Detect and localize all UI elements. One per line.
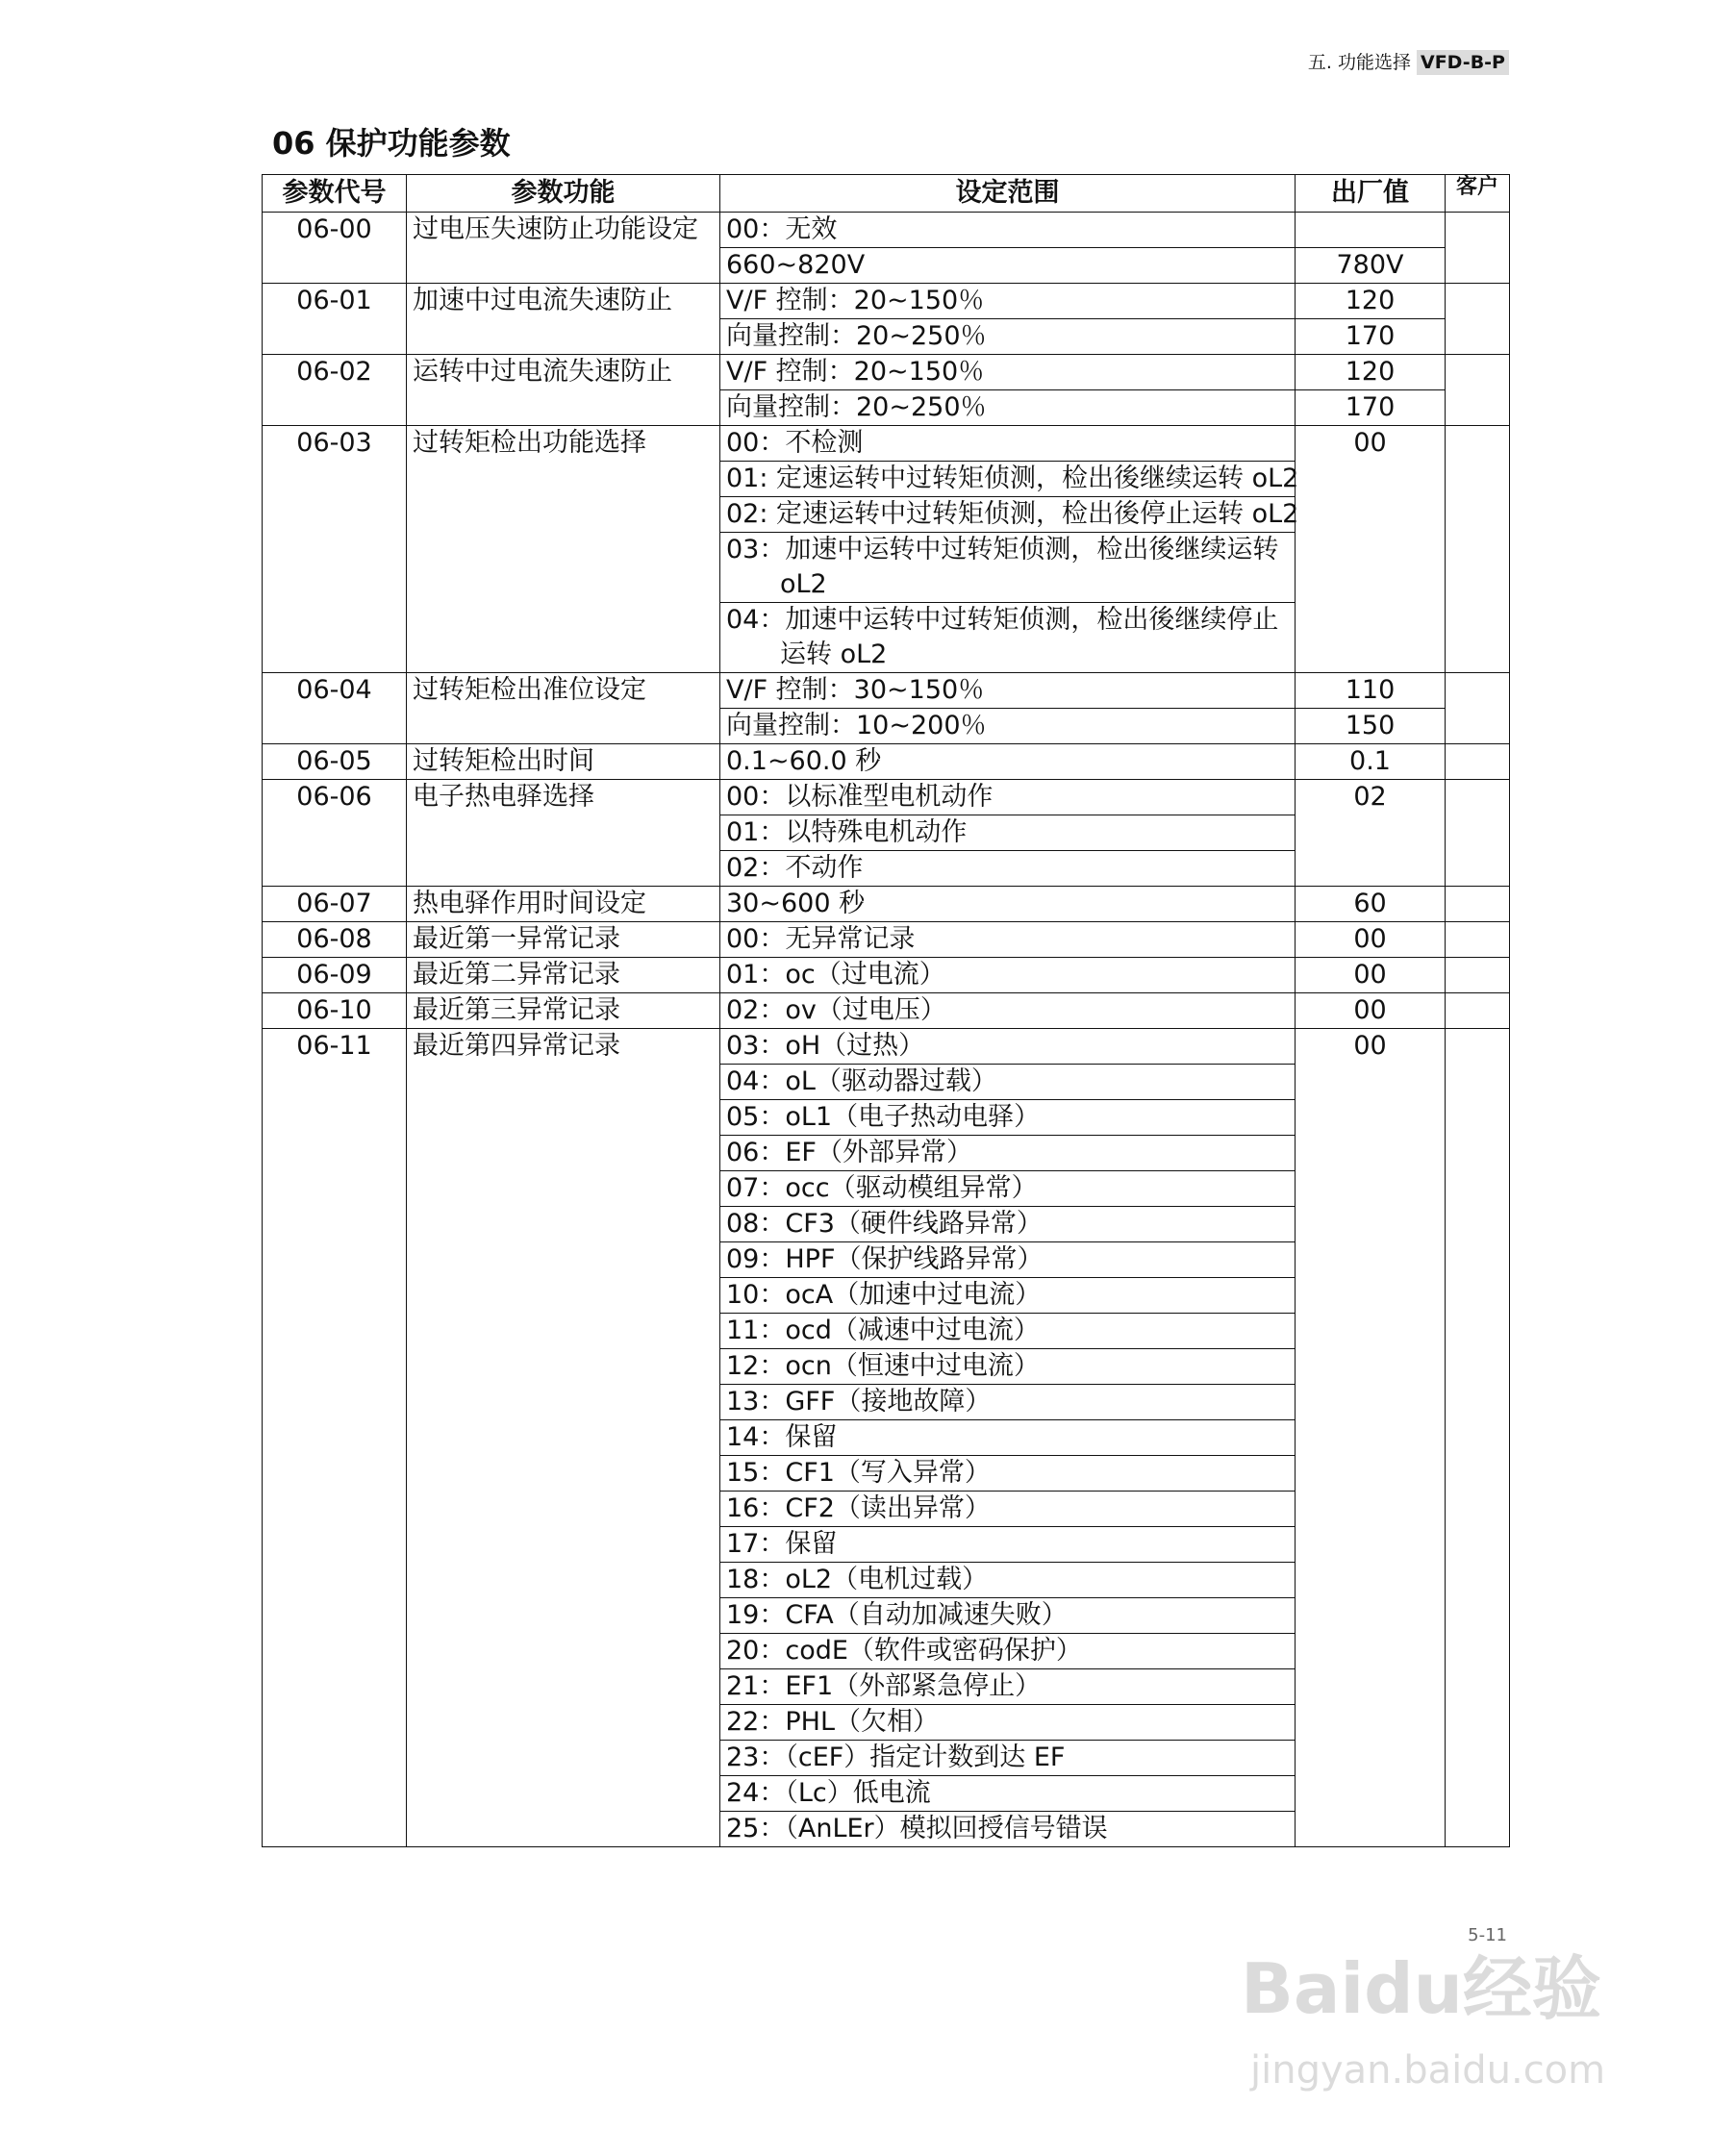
param-default: 02	[1296, 780, 1446, 887]
param-default: 170	[1296, 319, 1446, 355]
param-code: 06-01	[263, 284, 407, 355]
param-default: 00	[1296, 426, 1446, 673]
param-customer	[1446, 744, 1510, 780]
chapter-label: 五. 功能选择	[1307, 52, 1411, 73]
param-range: 30~600 秒	[720, 887, 1296, 922]
table-row	[263, 993, 1510, 1029]
param-range: 05：oL1（电子热动电驿）	[720, 1100, 1296, 1136]
param-range: 01：以特殊电机动作	[720, 815, 1296, 851]
param-range: 向量控制：20~250％	[720, 319, 1296, 355]
param-range-continuation: 运转 oL2	[780, 639, 888, 669]
header-customer: 客户	[1446, 175, 1510, 213]
param-default: 00	[1296, 922, 1446, 958]
table-row	[263, 673, 1510, 709]
param-range: 02：ov（过电压）	[720, 993, 1296, 1029]
param-function: 过转矩检出准位设定	[407, 673, 720, 744]
param-customer	[1446, 284, 1510, 355]
param-code: 06-10	[263, 993, 407, 1029]
param-default: 170	[1296, 390, 1446, 426]
model-label: VFD-B-P	[1417, 50, 1509, 75]
param-default: 00	[1296, 993, 1446, 1029]
param-range: 08：CF3（硬件线路异常）	[720, 1207, 1296, 1242]
param-range: V/F 控制：20~150％	[720, 284, 1296, 319]
param-range: 02：不动作	[720, 851, 1296, 887]
param-function: 最近第一异常记录	[407, 922, 720, 958]
param-range: 17：保留	[720, 1527, 1296, 1563]
param-range: 04：oL（驱动器过载）	[720, 1065, 1296, 1100]
table-row	[263, 887, 1510, 922]
param-range-continuation: oL2	[780, 569, 827, 599]
param-function: 运转中过电流失速防止	[407, 355, 720, 426]
page-number: 5-11	[1468, 1925, 1507, 1945]
param-range: 21：EF1（外部紧急停止）	[720, 1669, 1296, 1705]
param-customer	[1446, 922, 1510, 958]
param-range: 660~820V	[720, 248, 1296, 284]
param-default: 00	[1296, 1029, 1446, 1847]
param-function: 最近第二异常记录	[407, 958, 720, 993]
param-range: 18：oL2（电机过载）	[720, 1563, 1296, 1598]
table-row	[263, 780, 1510, 815]
param-function: 最近第四异常记录	[407, 1029, 720, 1847]
param-range: 24：（Lc）低电流	[720, 1776, 1296, 1812]
param-default	[1296, 213, 1446, 248]
param-range: 20：codE（软件或密码保护）	[720, 1634, 1296, 1669]
header-default: 出厂值	[1296, 175, 1446, 213]
param-customer	[1446, 1029, 1510, 1847]
param-customer	[1446, 426, 1510, 673]
param-range: V/F 控制：30~150％	[720, 673, 1296, 709]
param-range: 16：CF2（读出异常）	[720, 1492, 1296, 1527]
param-code: 06-02	[263, 355, 407, 426]
param-range: 25：（AnLEr）模拟回授信号错误	[720, 1812, 1296, 1847]
param-range: 10：ocA（加速中过电流）	[720, 1278, 1296, 1314]
param-code: 06-03	[263, 426, 407, 673]
param-range: 01：oc（过电流）	[720, 958, 1296, 993]
param-range: 01: 定速运转中过转矩侦测，检出後继续运转 oL2	[720, 462, 1296, 497]
param-range: 07：occ（驱动模组异常）	[720, 1171, 1296, 1207]
param-range: 13：GFF（接地故障）	[720, 1385, 1296, 1420]
table-row	[263, 1029, 1510, 1065]
table-row	[263, 284, 1510, 319]
param-range: 向量控制：10~200％	[720, 709, 1296, 744]
table-row	[263, 426, 1510, 462]
watermark-logo-text: Baidu经验	[1241, 1948, 1601, 2029]
param-code: 06-05	[263, 744, 407, 780]
parameter-table	[262, 174, 1510, 1847]
param-code: 06-08	[263, 922, 407, 958]
param-default: 120	[1296, 284, 1446, 319]
param-function: 热电驿作用时间设定	[407, 887, 720, 922]
param-code: 06-09	[263, 958, 407, 993]
table-body	[263, 213, 1510, 1847]
param-default: 60	[1296, 887, 1446, 922]
param-range	[720, 603, 1296, 673]
param-customer	[1446, 355, 1510, 426]
param-function: 加速中过电流失速防止	[407, 284, 720, 355]
param-function: 过转矩检出功能选择	[407, 426, 720, 673]
param-function: 过电压失速防止功能设定	[407, 213, 720, 284]
param-function: 最近第三异常记录	[407, 993, 720, 1029]
param-range-text: 03：加速中运转中过转矩侦测，检出後继续运转	[726, 535, 1279, 564]
table-row	[263, 213, 1510, 248]
page-header	[1308, 48, 1509, 74]
param-customer	[1446, 673, 1510, 744]
param-function: 过转矩检出时间	[407, 744, 720, 780]
param-code: 06-06	[263, 780, 407, 887]
param-default: 00	[1296, 958, 1446, 993]
table-row	[263, 744, 1510, 780]
param-range: 11：ocd（减速中过电流）	[720, 1314, 1296, 1349]
table-row	[263, 922, 1510, 958]
table-row	[263, 958, 1510, 993]
table-header-row	[263, 175, 1510, 213]
param-range: 00：以标准型电机动作	[720, 780, 1296, 815]
param-customer	[1446, 993, 1510, 1029]
param-range: 03：oH（过热）	[720, 1029, 1296, 1065]
param-range: 22：PHL（欠相）	[720, 1705, 1296, 1741]
param-customer	[1446, 213, 1510, 284]
param-range: 19：CFA（自动加减速失败）	[720, 1598, 1296, 1634]
section-title: 06 保护功能参数	[272, 125, 511, 162]
param-range: 00：无效	[720, 213, 1296, 248]
param-range: 00：无异常记录	[720, 922, 1296, 958]
param-customer	[1446, 887, 1510, 922]
param-range	[720, 533, 1296, 603]
param-range: 02: 定速运转中过转矩侦测，检出後停止运转 oL2	[720, 497, 1296, 533]
param-default: 120	[1296, 355, 1446, 390]
param-range: 23：（cEF）指定计数到达 EF	[720, 1741, 1296, 1776]
param-range-text: 04：加速中运转中过转矩侦测，检出後继续停止	[726, 605, 1279, 635]
header-code: 参数代号	[263, 175, 407, 213]
param-range: 14：保留	[720, 1420, 1296, 1456]
table-row	[263, 355, 1510, 390]
param-range: 12：ocn（恒速中过电流）	[720, 1349, 1296, 1385]
param-customer	[1446, 958, 1510, 993]
watermark-url: jingyan.baidu.com	[1250, 2048, 1606, 2093]
param-code: 06-07	[263, 887, 407, 922]
param-range: 00：不检测	[720, 426, 1296, 462]
param-range: 15：CF1（写入异常）	[720, 1456, 1296, 1492]
header-range: 设定范围	[720, 175, 1296, 213]
param-code: 06-04	[263, 673, 407, 744]
param-default: 780V	[1296, 248, 1446, 284]
param-range: 0.1~60.0 秒	[720, 744, 1296, 780]
param-range: V/F 控制：20~150％	[720, 355, 1296, 390]
baidu-watermark-logo	[1241, 1933, 1645, 2125]
param-code: 06-00	[263, 213, 407, 284]
param-default: 110	[1296, 673, 1446, 709]
param-default: 0.1	[1296, 744, 1446, 780]
param-range: 向量控制：20~250％	[720, 390, 1296, 426]
param-code: 06-11	[263, 1029, 407, 1847]
param-customer	[1446, 780, 1510, 887]
param-function: 电子热电驿选择	[407, 780, 720, 887]
param-range: 06：EF（外部异常）	[720, 1136, 1296, 1171]
header-function: 参数功能	[407, 175, 720, 213]
param-range: 09：HPF（保护线路异常）	[720, 1242, 1296, 1278]
param-default: 150	[1296, 709, 1446, 744]
